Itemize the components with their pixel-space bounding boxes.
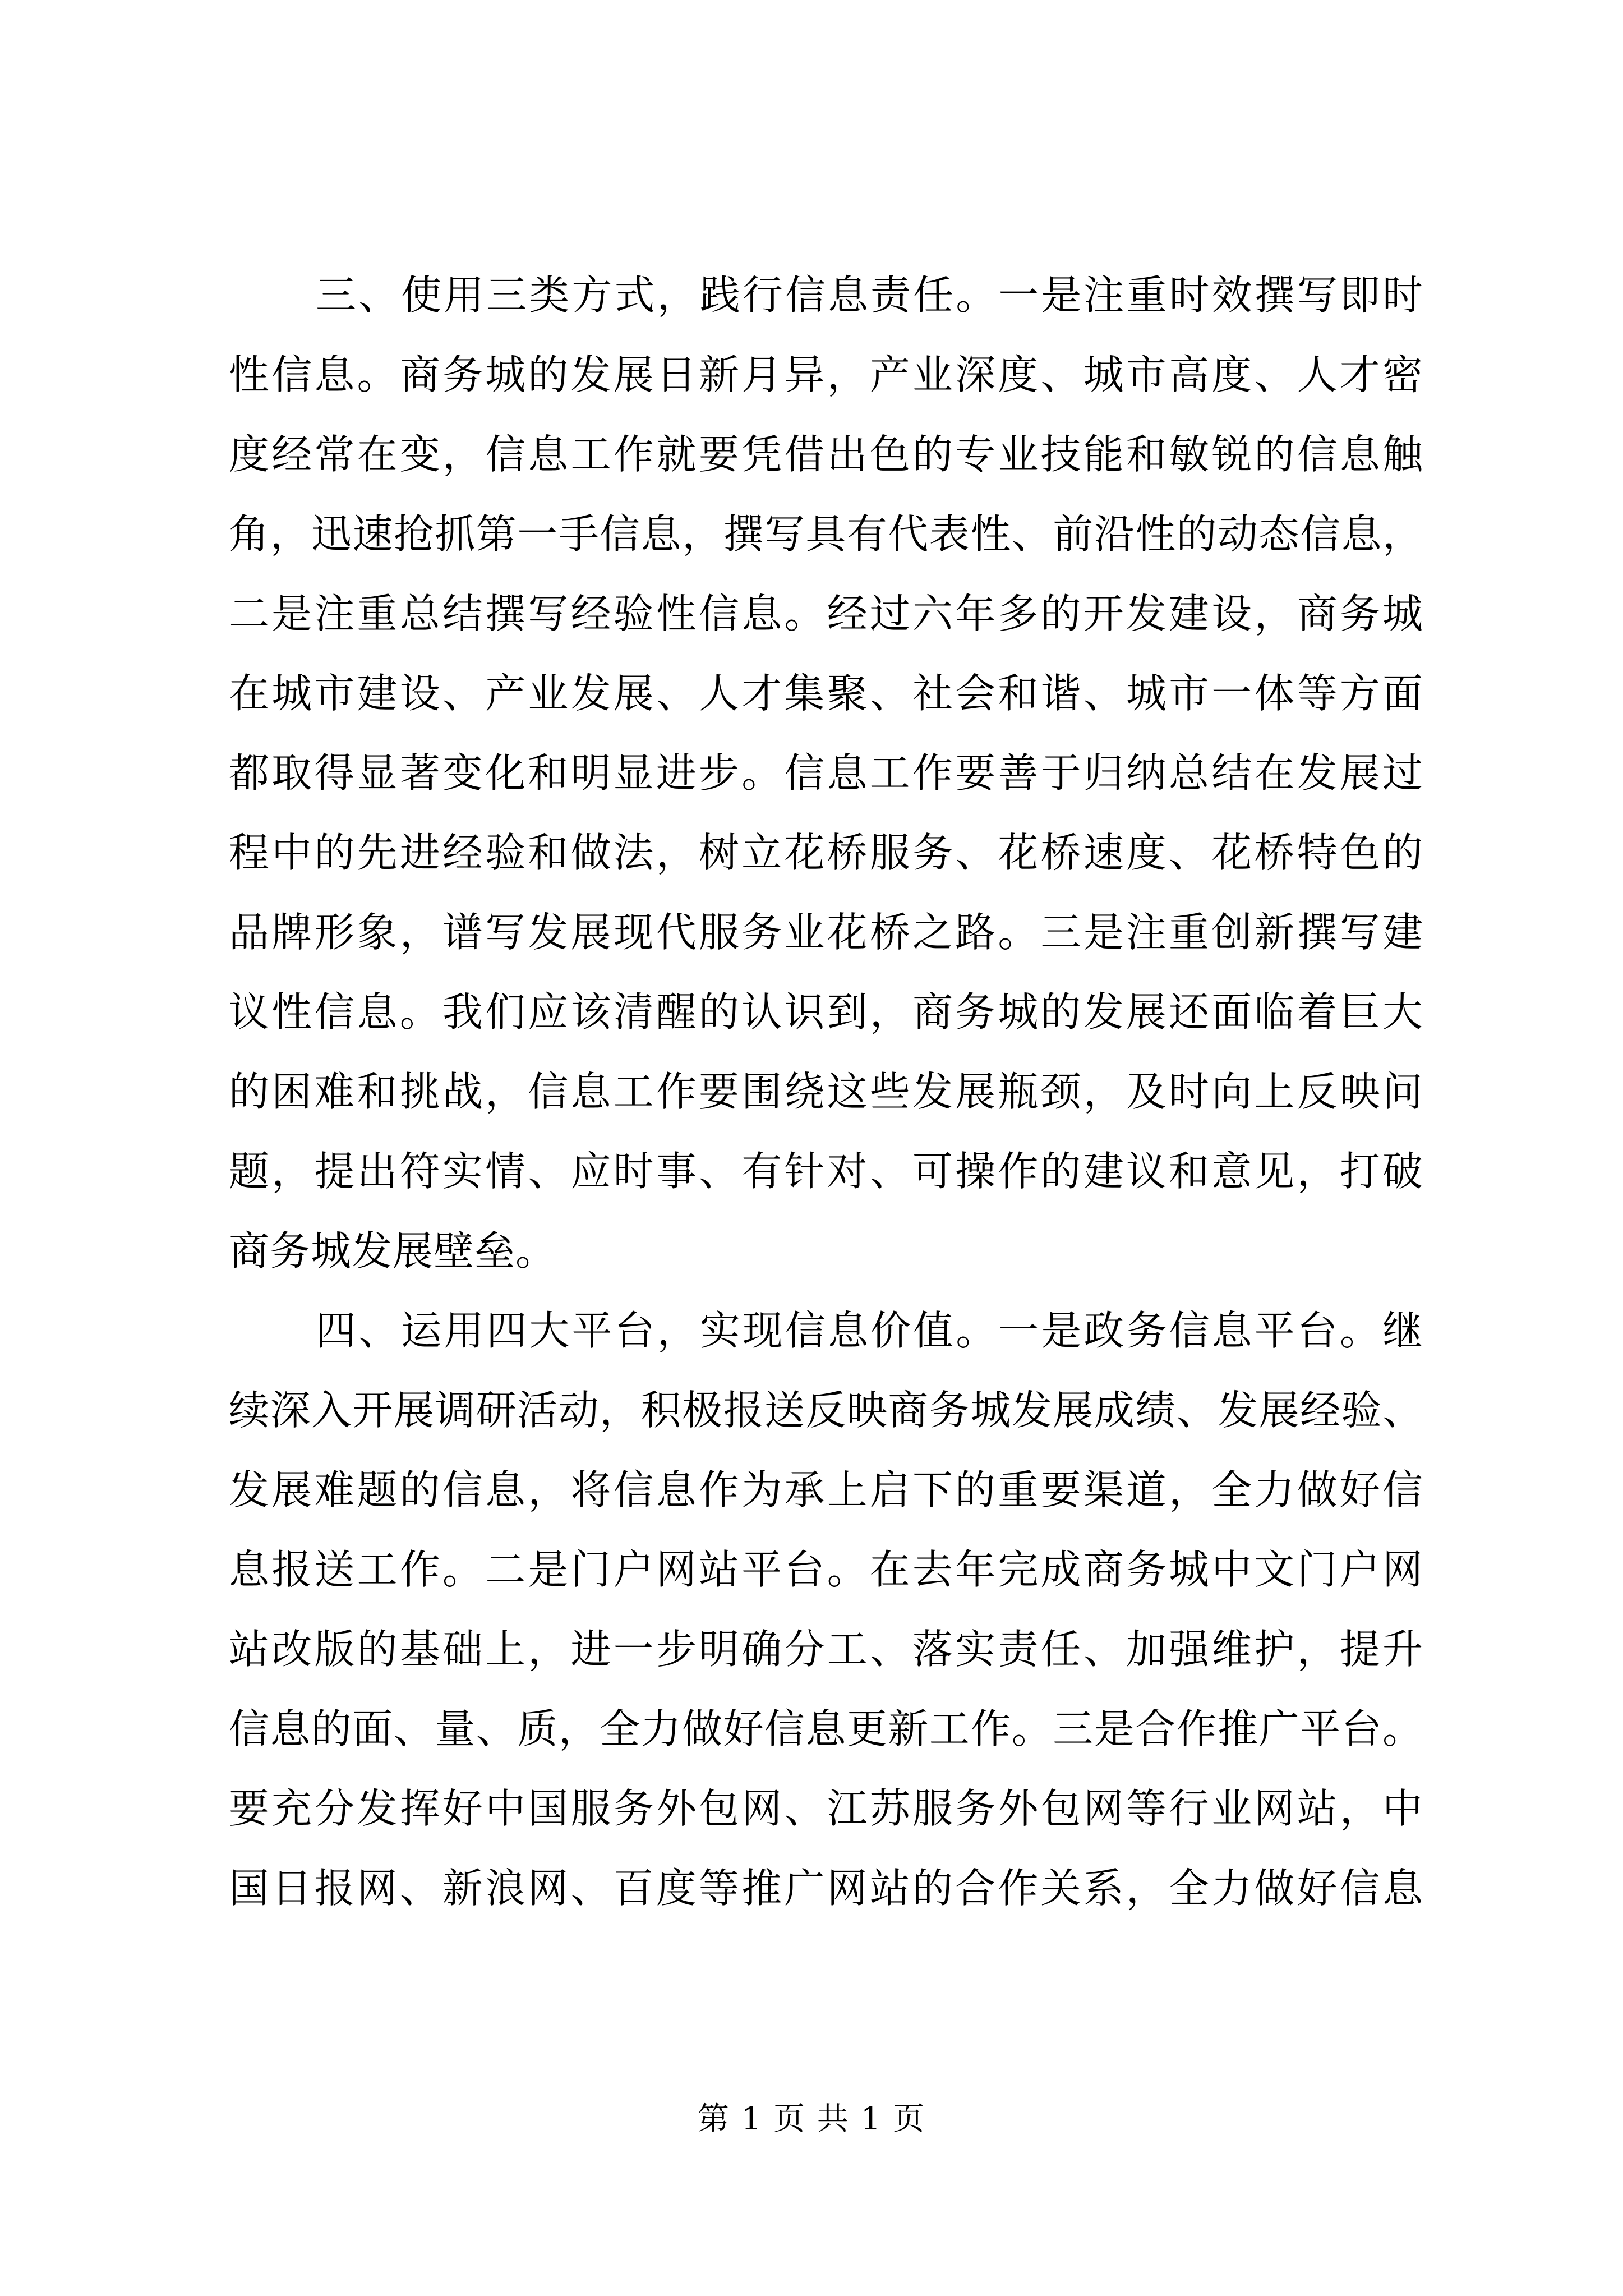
paragraph-1 bbox=[229, 255, 1423, 1291]
text-line: 商务城发展壁垒。 bbox=[229, 1227, 557, 1274]
text-line: 四、运用四大平台，实现信息价值。一是政务信息平台。继 bbox=[316, 1307, 1423, 1354]
text-line: 在城市建设、产业发展、人才集聚、社会和谐、城市一体等方面 bbox=[229, 670, 1423, 717]
document-body bbox=[229, 255, 1423, 1928]
text-line: 性信息。商务城的发展日新月异，产业深度、城市高度、人才密 bbox=[229, 351, 1423, 398]
text-line: 续深入开展调研活动，积极报送反映商务城发展成绩、发展经验、 bbox=[229, 1387, 1423, 1434]
text-line: 的困难和挑战，信息工作要围绕这些发展瓶颈，及时向上反映问 bbox=[229, 1068, 1423, 1115]
text-line: 发展难题的信息，将信息作为承上启下的重要渠道，全力做好信 bbox=[229, 1466, 1423, 1513]
text-line: 要充分发挥好中国服务外包网、江苏服务外包网等行业网站，中 bbox=[229, 1785, 1423, 1832]
text-line: 程中的先进经验和做法，树立花桥服务、花桥速度、花桥特色的 bbox=[229, 829, 1423, 876]
text-line: 二是注重总结撰写经验性信息。经过六年多的开发建设，商务城 bbox=[229, 590, 1423, 637]
text-line: 议性信息。我们应该清醒的认识到，商务城的发展还面临着巨大 bbox=[229, 988, 1423, 1036]
text-line: 都取得显著变化和明显进步。信息工作要善于归纳总结在发展过 bbox=[229, 749, 1423, 797]
paragraph-2 bbox=[229, 1291, 1423, 1928]
text-line: 三、使用三类方式，践行信息责任。一是注重时效撰写即时 bbox=[316, 272, 1423, 319]
text-line: 度经常在变，信息工作就要凭借出色的专业技能和敏锐的信息触 bbox=[229, 431, 1423, 478]
text-line: 品牌形象，谱写发展现代服务业花桥之路。三是注重创新撰写建 bbox=[229, 909, 1423, 956]
page-footer: 第 1 页 共 1 页 bbox=[697, 2101, 926, 2137]
text-line: 题，提出符实情、应时事、有针对、可操作的建议和意见，打破 bbox=[229, 1148, 1423, 1195]
text-line: 息报送工作。二是门户网站平台。在去年完成商务城中文门户网 bbox=[229, 1546, 1423, 1593]
text-line: 信息的面、量、质，全力做好信息更新工作。三是合作推广平台。 bbox=[229, 1705, 1423, 1752]
text-line: 站改版的基础上，进一步明确分工、落实责任、加强维护，提升 bbox=[229, 1626, 1423, 1673]
text-line: 国日报网、新浪网、百度等推广网站的合作关系，全力做好信息 bbox=[229, 1865, 1423, 1912]
text-line: 角，迅速抢抓第一手信息，撰写具有代表性、前沿性的动态信息， bbox=[229, 510, 1423, 558]
